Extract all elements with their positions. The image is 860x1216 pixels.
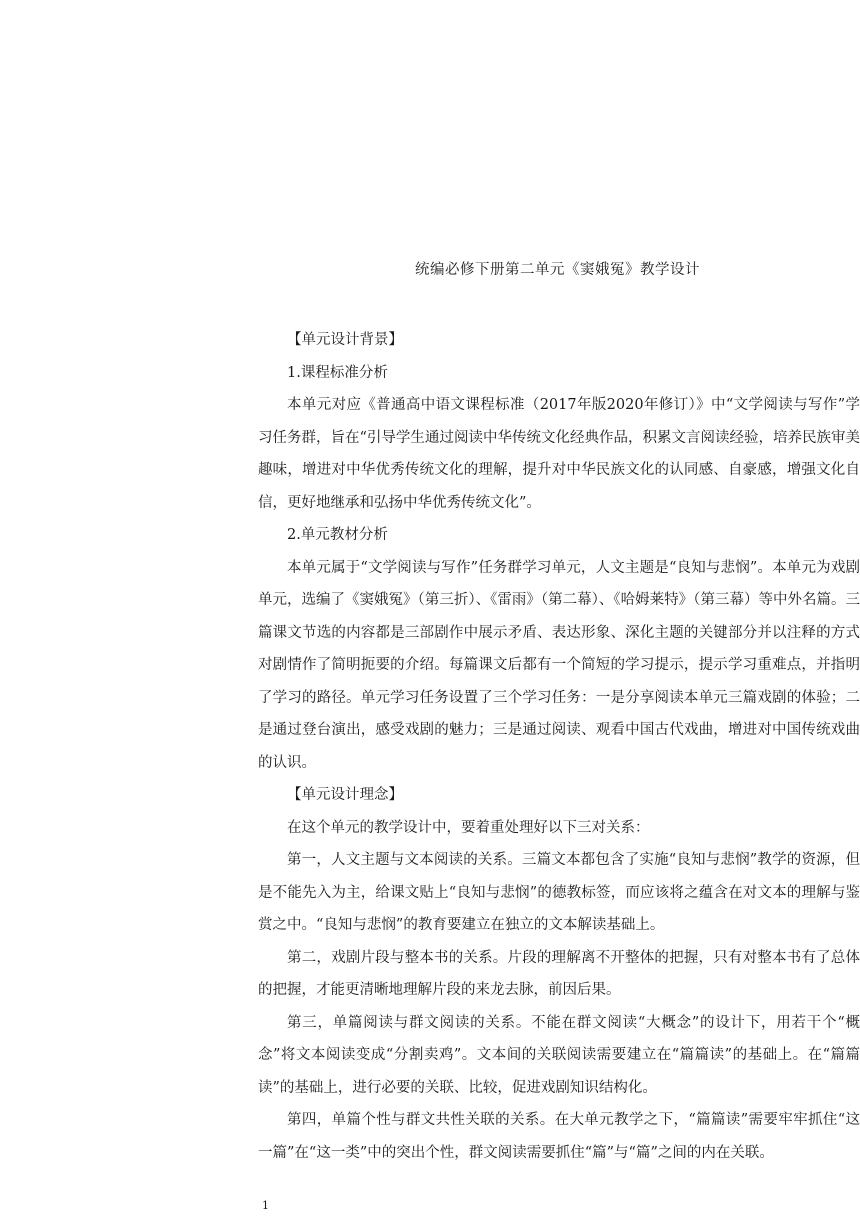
paragraph-first-relation: 第一，人文主题与文本阅读的关系。三篇文本都包含了实施“良知与悲悯”教学的资源，但是不能先入为主，给课文贴上“良知与悲悯”的德教标签，而应该将之蕴含在对文本的理解与鉴赏之中。“良知与悲悯”的教育要建立在独立的文本解读基础上。 [258,852,860,933]
subheading-textbook-analysis: 2.单元教材分析 [287,527,388,543]
paragraph-intro: 在这个单元的教学设计中，要着重处理好以下三对关系： [287,819,650,836]
subheading-curriculum-standard: 1.课程标准分析 [287,364,388,381]
page-number: 1 [262,1199,269,1212]
paragraph-second-relation: 第二，戏剧片段与整本书的关系。片段的理解离不开整体的把握，只有对整本书有了总体的把握，才能更清晰地理解片段的来龙去脉，前因后果。 [258,949,860,998]
paragraph-fourth-relation: 第四，单篇个性与群文共性关联的关系。在大单元教学之下，“篇篇读”需要牢牢抓住“这一篇”在“这一类”中的突出个性，群文阅读需要抓住“篇”与“篇”之间的内在关联。 [258,1112,860,1161]
document-body [258,324,860,1169]
document-title: 统编必修下册第二单元《窦娥冤》教学设计 [415,262,700,278]
paragraph-textbook-analysis: 本单元属于“文学阅读与写作”任务群学习单元，人文主题是“良知与悲悯”。本单元为戏剧单元，选编了《窦娥冤》（第三折）、《雷雨》（第二幕）、《哈姆莱特》（第三幕）等中外名篇。三篇课文节选的内容都是三部剧作中展示矛盾、表达形象、深化主题的关键部分并以注释的方式对剧情作了简明扼要的介绍。每篇课文后都有一个简短的学习提示，提示学习重难点，并指明了学习的路径。单元学习任务设置了三个学习任务：一是分享阅读本单元三篇戏剧的体验；二是通过登台演出，感受戏剧的魅力；三是通过阅读、观看中国古代戏曲，增进对中国传统戏曲的认识。 [258,559,860,771]
section-heading-design-concept: 【单元设计理念】 [287,787,403,803]
paragraph-third-relation: 第三，单篇阅读与群文阅读的关系。不能在群文阅读“大概念”的设计下，用若干个“概念”将文本阅读变成“分割卖鸡”。文本间的关联阅读需要建立在“篇篇读”的基础上。在“篇篇读”的基础上，进行必要的关联、比较，促进戏剧知识结构化。 [258,1014,860,1096]
paragraph-curriculum-standard: 本单元对应《普通高中语文课程标准（2017年版2020年修订）》中“文学阅读与写作”学习任务群，旨在“引导学生通过阅读中华传统文化经典作品，积累文言阅读经验，培养民族审美趣味，增进对中华优秀传统文化的理解，提升对中华民族文化的认同感、自豪感，增强文化自信，更好地继承和弘扬中华优秀传统文化”。 [258,397,860,511]
section-heading-background: 【单元设计背景】 [287,332,403,348]
